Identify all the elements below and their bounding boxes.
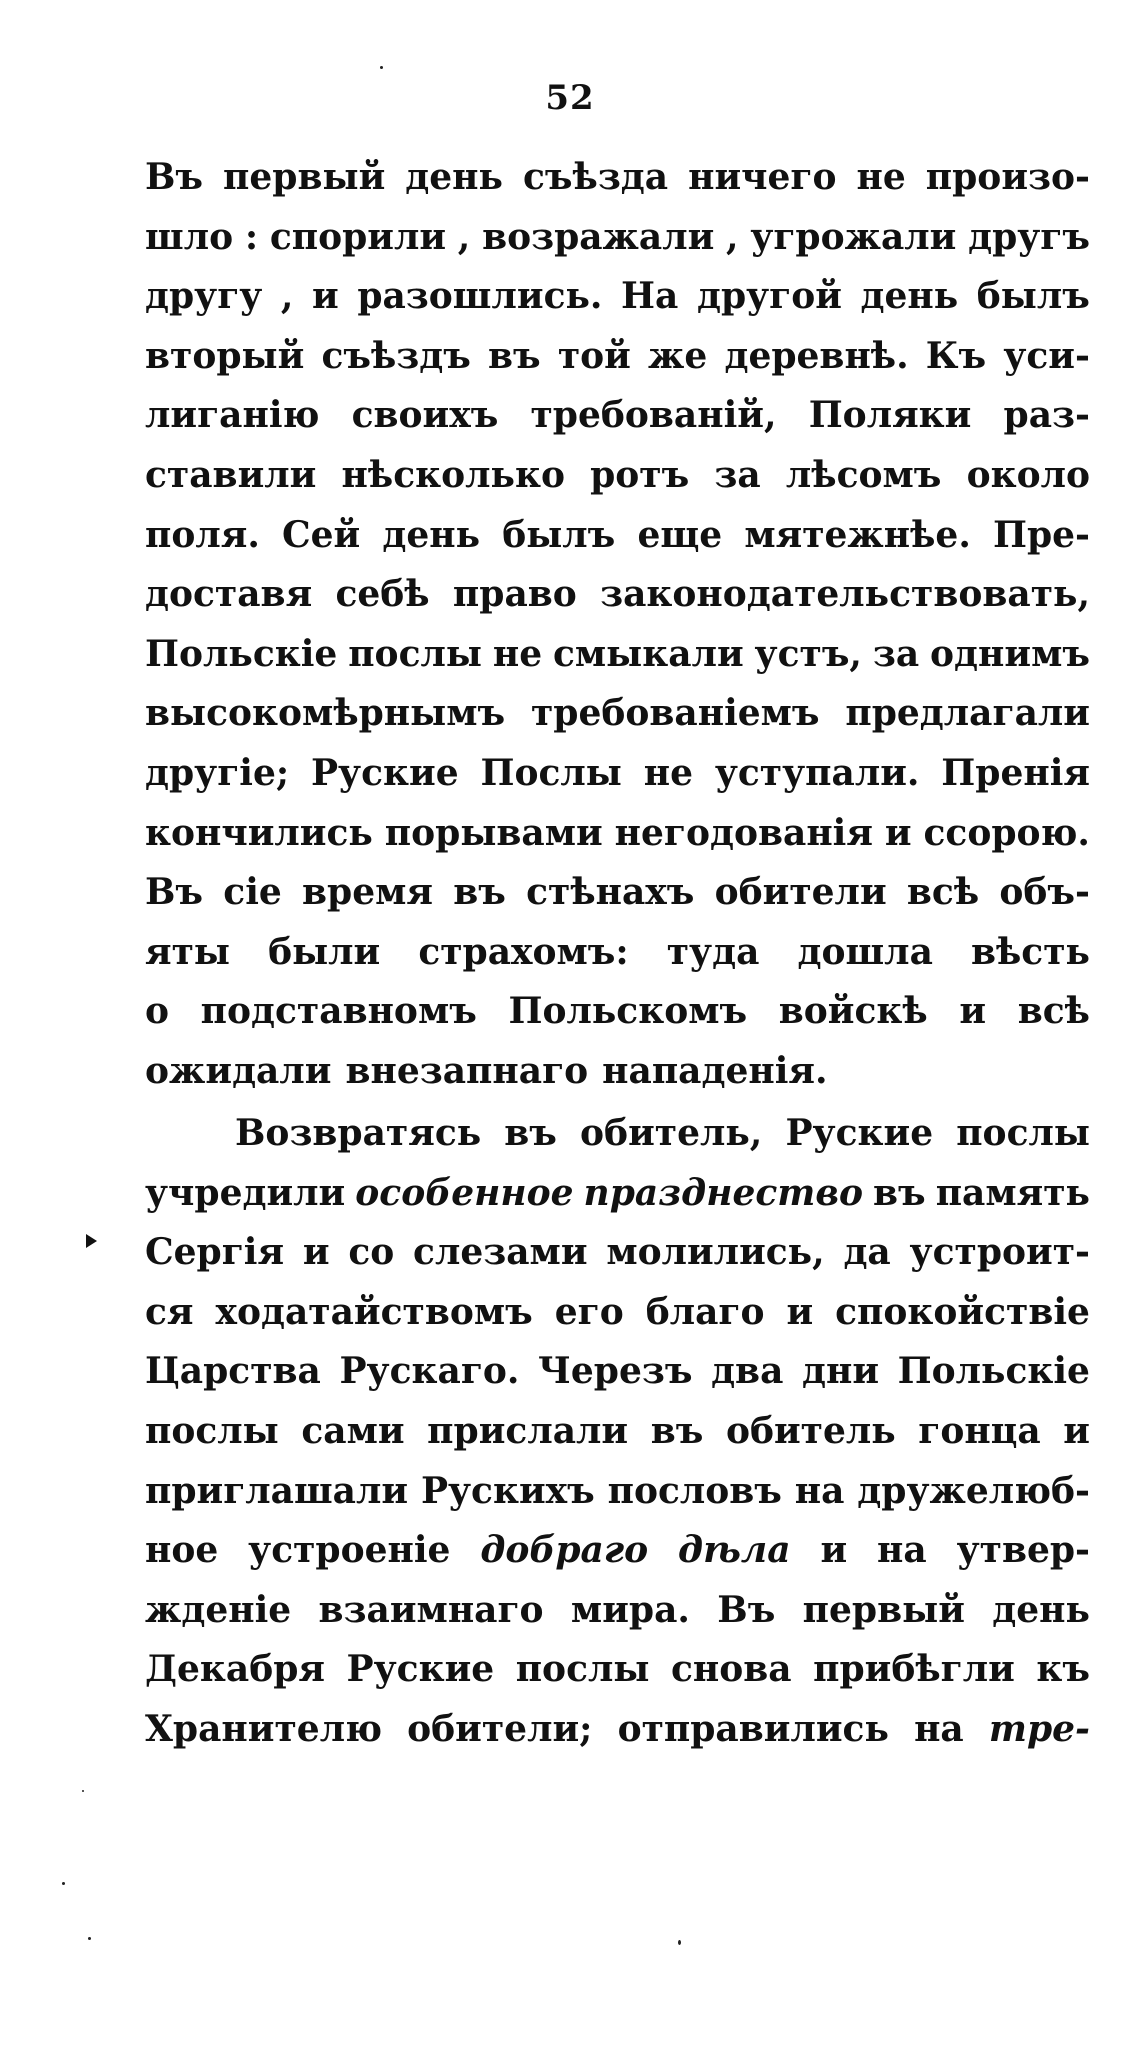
text-line: Царства Рускаго. Черезъ два дни Польскіе [145,1350,1090,1393]
margin-mark-icon [86,1234,97,1248]
text-line: доставя себѣ право законодательствовать, [145,573,1090,616]
text-line: ставили нѣсколько ротъ за лѣсомъ около [145,453,1090,496]
text-line: жденіе взаимнаго мира. Въ первый день [145,1588,1090,1631]
text-line: Польскіе послы не смыкали устъ, за однимъ [145,632,1090,675]
text-line: Сергія и со слезами молились, да устроит- [145,1231,1090,1274]
text-line: Хранителю обители; отправились на тре- [145,1707,1090,1750]
text-line: ное устроеніе добраго дѣла и на утвер- [145,1529,1090,1572]
ink-speck [88,1937,91,1940]
ink-speck [82,1790,84,1792]
paragraph-1 [145,148,1090,1102]
ink-speck [678,1940,681,1945]
text-line: приглашали Рускихъ пословъ на дружелюб- [145,1469,1090,1512]
text-line: Въ сіе время въ стѣнахъ обители всѣ объ- [145,871,1090,914]
text-line: вторый съѣздъ въ той же деревнѣ. Къ уси- [145,334,1090,377]
text-line: ся ходатайствомъ его благо и спокойствіе [145,1290,1090,1333]
text-line: послы сами прислали въ обитель гонца и [145,1409,1090,1452]
text-line: Въ первый день съѣзда ничего не произо- [145,156,1090,198]
text-line: шло : спорили , возражали , угрожали другъ [145,215,1090,258]
text-line: поля. Сей день былъ еще мятежнѣе. Пре- [145,513,1090,556]
text-line: высокомѣрнымъ требованіемъ предлагали [145,692,1090,735]
text-line: Возвратясь въ обитель, Руские послы [235,1112,1090,1154]
text-line: о подставномъ Польскомъ войскѣ и всѣ [145,990,1090,1033]
ink-speck [380,66,383,69]
text-line: кончились порывами негодованія и ссорою. [145,811,1090,854]
text-line: другу , и разошлись. На другой день былъ [145,275,1090,318]
text-line: учредили особенное празднество въ память [145,1171,1090,1214]
text-line: Декабря Руские послы снова прибѣгли къ [145,1648,1090,1691]
ink-speck [62,1882,65,1885]
page-number: 52 [545,78,595,118]
text-line: другіе; Руские Послы не уступали. Пренія [145,751,1090,794]
text-line: яты были страхомъ: туда дошла вѣсть [145,930,1090,973]
text-line: лиганію своихъ требованій, Поляки раз- [145,394,1090,437]
text-line: ожидали внезапнаго нападенія. [145,1049,828,1092]
paragraph-2 [145,1104,1090,1760]
